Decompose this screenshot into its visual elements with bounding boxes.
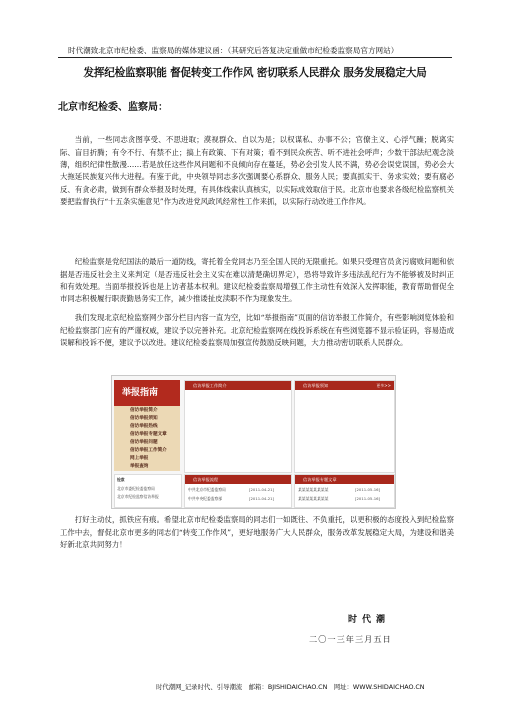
website-screenshot-figure bbox=[111, 375, 396, 509]
figure-main-panel-title: 信访举报工作简介 bbox=[185, 381, 291, 390]
letter-headline: 发挥纪检监察职能 督促转变工作作风 密切联系人民群众 服务发展稳定大局 bbox=[83, 67, 427, 79]
signature-org: 时代潮 bbox=[348, 615, 391, 625]
figure-bottom-mid-panel bbox=[184, 474, 292, 508]
page-footer: 时代潮网_记录时代、引导潮流 邮箱：BJISHIDAICHAO.CN 网址：WWW.SHIDAICHAO.CN bbox=[156, 683, 425, 691]
paragraph-4: 打好主动仗，抓铁应有痕。希望北京市纪检委监察局的同志们一如既往、不负重托，以更积极的态度投入到纪检监察工作中去，督促北京市更多的同志们“转变工作作风”，更好地服务广大人民群众，服务改革发展稳定大局，为建设和谐美好新北京共同努力！ bbox=[60, 515, 454, 550]
figure-sidebar-title: 举报指南 bbox=[114, 380, 180, 406]
figure-list-date: [2011-05-16] bbox=[355, 496, 381, 501]
figure-list-item: 某某某某某某某某 bbox=[298, 496, 329, 501]
header-divider bbox=[58, 57, 452, 58]
paragraph-3: 我们发现北京纪检监察网少部分栏目内容一直为空，比如“举报指南”页面的信访举报工作简介，有些影响浏览体验和纪检监察部门应有的严谨权威，建议予以完善补充。北京纪检监察网在线投诉系统在有些浏览器不显示验证码，容易造成误解和投诉不便，建议予以改进。建议纪检委监察局加强宣传鼓励反映问题，大力推动密切联系人民群众。 bbox=[60, 313, 454, 348]
figure-right-panel-title-text: 信访举报须知 bbox=[303, 383, 329, 388]
figure-sidebar-item: 信访举报简介 bbox=[130, 408, 158, 413]
figure-sidebar-item: 举报查询 bbox=[130, 464, 149, 469]
figure-sidebar-item: 信访举报专题文章 bbox=[130, 432, 167, 437]
paragraph-2: 纪检监察是党纪国法的最后一道防线，寄托着全党同志乃至全国人民的无限重托。如果只受理官员贪污腐败问题和依据是否违反社会主义来判定（是否违反社会主义实在难以清楚确切界定），恐将导致许多违法乱纪行为不能够被及时纠正和有效处理。当面举报投诉也是上访者基本权利。建议纪检委监察局增强工作主动性有效深入发挥职能，教育帮助督促全市同志积极履行职责勤恳务实工作，减少推诿扯皮渎职不作为现象发生。 bbox=[60, 257, 454, 304]
figure-sidebar-item: 网上举报 bbox=[130, 456, 149, 461]
figure-bottom-left-title: 检索 bbox=[117, 477, 125, 482]
figure-sidebar-item: 信访举报工作简介 bbox=[130, 448, 167, 453]
figure-list-item: 北京市委纪检委监察局 bbox=[117, 486, 155, 491]
figure-bottom-left-panel bbox=[114, 474, 182, 508]
figure-list-item: 中共北京市纪委监察局 bbox=[188, 487, 226, 492]
figure-list-date: [2011-04-21] bbox=[249, 496, 275, 501]
figure-bottom-right-panel bbox=[294, 474, 395, 508]
figure-right-panel-title bbox=[295, 381, 394, 390]
figure-sidebar-item: 信访举报热线 bbox=[130, 424, 158, 429]
figure-list-item: 北京市纪检监察信访举报 bbox=[117, 494, 159, 499]
figure-bottom-mid-title: 信访举报流程 bbox=[185, 475, 291, 484]
figure-bottom-right-title: 信访举报专题文章 bbox=[295, 475, 394, 484]
figure-right-panel bbox=[294, 380, 395, 473]
figure-list-date: [2011-05-16] bbox=[355, 487, 381, 492]
letter-header: 时代潮致北京市纪检委、监察局的媒体建议函：（其研究后答复决定重做市纪检委监察局官方网站） bbox=[68, 46, 399, 55]
more-link: 更多>> bbox=[376, 383, 391, 388]
figure-list-item: 中共中央纪委监察部 bbox=[188, 496, 223, 501]
figure-sidebar bbox=[114, 380, 180, 471]
figure-sidebar-item: 信访举报须知 bbox=[130, 416, 158, 421]
salutation: 北京市纪检委、监察局： bbox=[58, 102, 168, 113]
figure-sidebar-item: 信访举报问题 bbox=[130, 440, 158, 445]
figure-list-item: 某某某某某某某某 bbox=[298, 487, 329, 492]
figure-main-panel bbox=[184, 380, 292, 473]
figure-list-date: [2011-04-21] bbox=[249, 487, 275, 492]
paragraph-1: 当前，一些同志贪图享受、不思进取；漠视群众、自以为是；以权谋私、办事不公；官僚主义、心浮气躁；脱离实际、盲目折腾；有令不行、有禁不止；搞上有政策、下有对策；看不到民众疾苦、听不进社会呼声；少数干部法纪观念淡薄，组织纪律性散漫……若是放任这些作风问题和不良倾向存在蔓延，势必会引发人民不满，势必会误党误国，势必会大大拖延民族复兴伟大进程。有鉴于此，中央领导同志多次强调要心系群众、服务人民；要真抓实干、务求实效；要有腐必反、有贪必肃，做到有群众举报及时处理，有具体线索认真核实，以实际成效取信于民。北京市也要求各级纪检监察机关要把监督执行“十五条实施意见”作为改进党风政风经常性工作来抓，以实际行动改进工作作风。 bbox=[60, 135, 454, 207]
signature-date: 二〇一三年三月五日 bbox=[309, 634, 392, 644]
